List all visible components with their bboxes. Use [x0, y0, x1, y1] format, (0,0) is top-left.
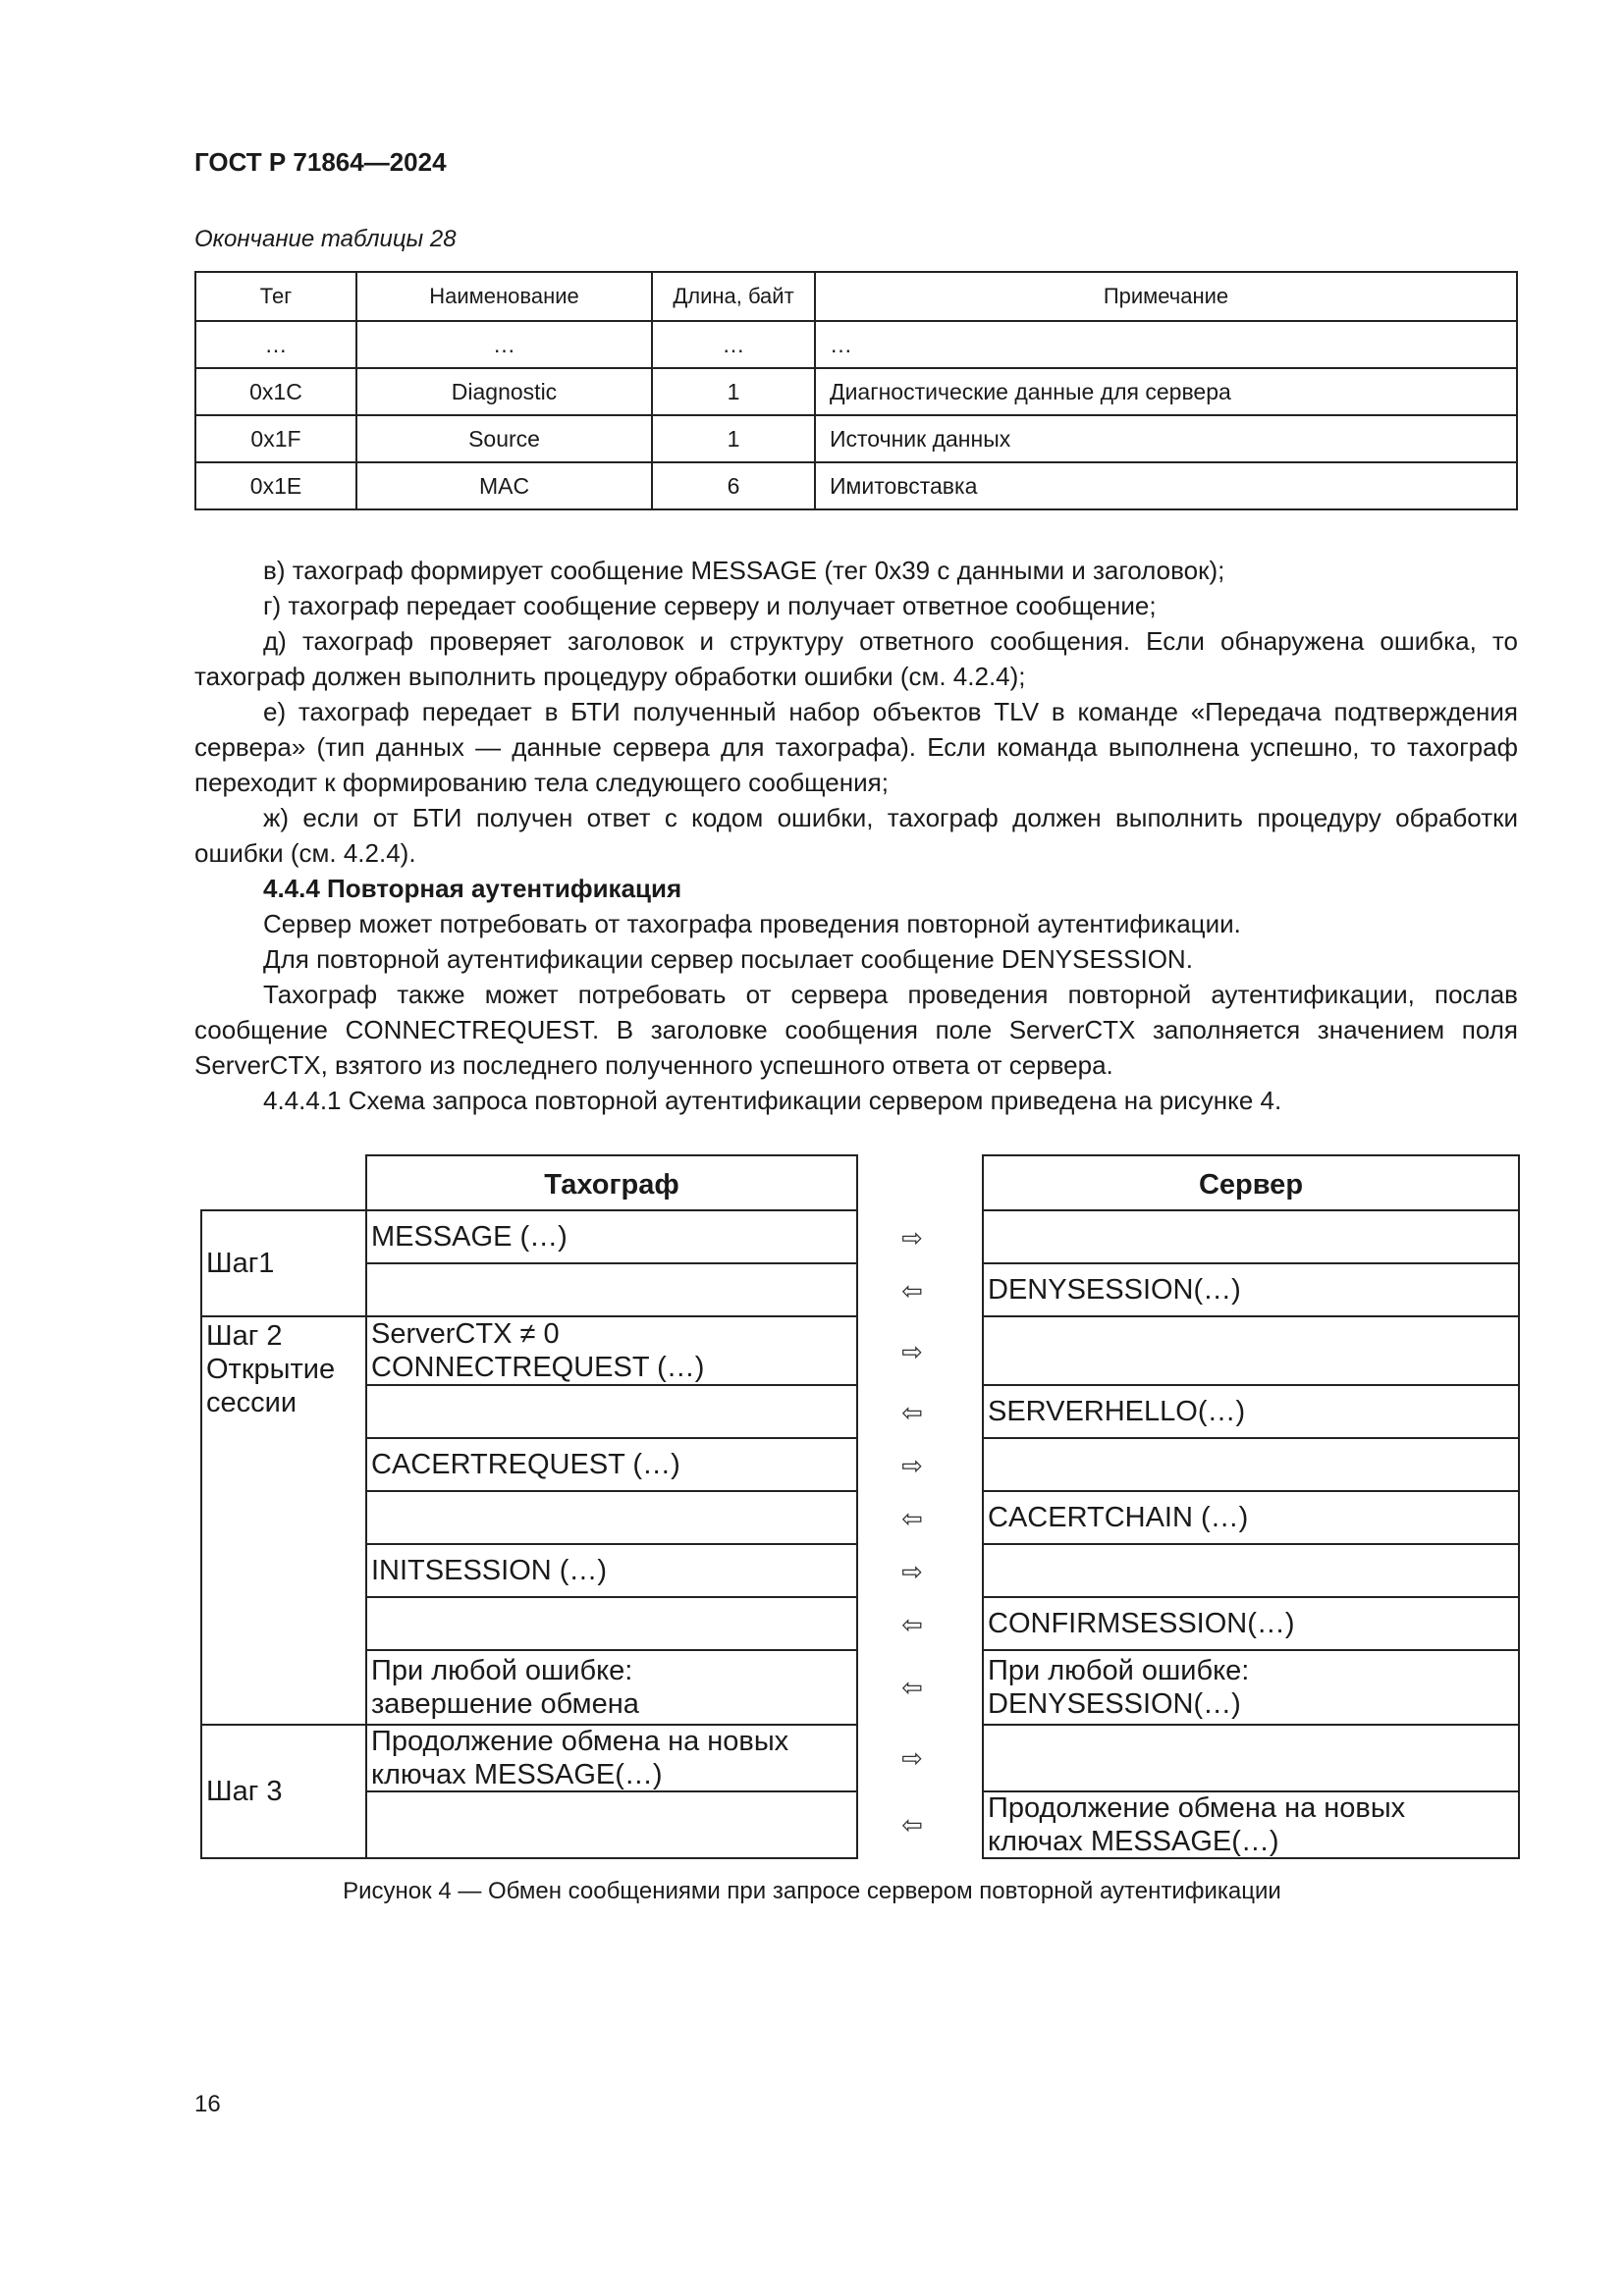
- server-column-header: Сервер: [982, 1154, 1520, 1211]
- document-header: ГОСТ Р 71864—2024: [194, 147, 447, 177]
- arrow-left-icon: ⇦: [901, 1398, 923, 1427]
- section-heading: 4.4.4 Повторная аутентификация: [263, 874, 682, 903]
- body-text: [194, 553, 1518, 1118]
- arrow-right-icon: ⇨: [901, 1223, 923, 1253]
- paragraph: Сервер может потребовать от тахографа проведения повторной аутентификации.: [263, 909, 1241, 938]
- server-message-cell: SERVERHELLO(…): [982, 1384, 1520, 1439]
- table-cell: 0x1E: [195, 462, 356, 509]
- arrow-left-icon: ⇦: [901, 1504, 923, 1533]
- paragraph: е) тахограф передает в БТИ полученный набор объектов TLV в команде «Передача подтверждения сервера» (тип данных — данные сервера для тахографа). Если команда выполнена успешно, то тахограф переходит к формированию тела следующего сообщения;: [194, 697, 1518, 797]
- table-cell: Источник данных: [815, 415, 1517, 462]
- table-cell: …: [652, 321, 815, 368]
- server-message-cell: При любой ошибке: DENYSESSION(…): [982, 1649, 1520, 1726]
- column-header: Примечание: [815, 272, 1517, 321]
- step-2-label: Шаг 2 Открытие сессии: [200, 1315, 367, 1726]
- table-row: [195, 321, 1517, 368]
- table-cell: 1: [652, 415, 815, 462]
- step-3-label: Шаг 3: [200, 1724, 367, 1859]
- tachograph-message-cell: INITSESSION (…): [365, 1543, 858, 1598]
- arrow-right-icon: ⇨: [901, 1337, 923, 1366]
- server-message-cell: CACERTCHAIN (…): [982, 1490, 1520, 1545]
- tachograph-message-cell: CACERTREQUEST (…): [365, 1437, 858, 1492]
- table-cell: MAC: [356, 462, 652, 509]
- server-message-cell: [982, 1543, 1520, 1598]
- server-message-cell: CONFIRMSESSION(…): [982, 1596, 1520, 1651]
- table-cell: Имитовставка: [815, 462, 1517, 509]
- table-cell: 1: [652, 368, 815, 415]
- server-message-cell: [982, 1724, 1520, 1792]
- table-cell: Диагностические данные для сервера: [815, 368, 1517, 415]
- figure-caption: Рисунок 4 — Обмен сообщениями при запросе сервером повторной аутентификации: [343, 1878, 1281, 1904]
- paragraph: г) тахограф передает сообщение серверу и получает ответное сообщение;: [263, 591, 1157, 620]
- paragraph: ж) если от БТИ получен ответ с кодом ошибки, тахограф должен выполнить процедуру обработки ошибки (см. 4.2.4).: [194, 803, 1518, 868]
- arrow-right-icon: ⇨: [901, 1743, 923, 1773]
- paragraph: Для повторной аутентификации сервер посылает сообщение DENYSESSION.: [263, 944, 1193, 974]
- tachograph-message-cell: [365, 1262, 858, 1317]
- table-cell: 0x1F: [195, 415, 356, 462]
- page-number: 16: [194, 2091, 221, 2117]
- figure-4-message-exchange: [200, 1154, 1520, 1859]
- tachograph-message-cell: [365, 1490, 858, 1545]
- table-28: [194, 271, 1518, 510]
- table-row: [195, 368, 1517, 415]
- tachograph-message-cell: При любой ошибке: завершение обмена: [365, 1649, 858, 1726]
- server-message-cell: [982, 1315, 1520, 1386]
- table-header-row: [195, 272, 1517, 321]
- table-cell: …: [356, 321, 652, 368]
- tachograph-message-cell: Продолжение обмена на новых ключах MESSAGE(…): [365, 1724, 858, 1792]
- table-cell: Diagnostic: [356, 368, 652, 415]
- column-header: Тег: [195, 272, 356, 321]
- arrow-left-icon: ⇦: [901, 1276, 923, 1306]
- table-cell: 0x1C: [195, 368, 356, 415]
- server-message-cell: [982, 1209, 1520, 1264]
- table-caption: Окончание таблицы 28: [194, 226, 457, 252]
- paragraph: 4.4.4.1 Схема запроса повторной аутентификации сервером приведена на рисунке 4.: [263, 1086, 1282, 1115]
- arrow-left-icon: ⇦: [901, 1810, 923, 1840]
- server-message-cell: [982, 1437, 1520, 1492]
- table-row: [195, 462, 1517, 509]
- tachograph-message-cell: [365, 1384, 858, 1439]
- paragraph: д) тахограф проверяет заголовок и структуру ответного сообщения. Если обнаружена ошибка, то тахограф должен выполнить процедуру обработки ошибки (см. 4.2.4);: [194, 626, 1518, 691]
- tachograph-column-header: Тахограф: [365, 1154, 858, 1211]
- tachograph-message-cell: MESSAGE (…): [365, 1209, 858, 1264]
- tachograph-message-cell: [365, 1790, 858, 1859]
- table-cell: Source: [356, 415, 652, 462]
- tachograph-message-cell: [365, 1596, 858, 1651]
- arrow-left-icon: ⇦: [901, 1673, 923, 1702]
- server-message-cell: DENYSESSION(…): [982, 1262, 1520, 1317]
- arrow-left-icon: ⇦: [901, 1610, 923, 1639]
- server-message-cell: Продолжение обмена на новых ключах MESSAGE(…): [982, 1790, 1520, 1859]
- table-row: [195, 415, 1517, 462]
- arrow-right-icon: ⇨: [901, 1557, 923, 1586]
- paragraph: Тахограф также может потребовать от сервера проведения повторной аутентификации, послав сообщение CONNECTREQUEST. В заголовке сообщения поле ServerCTX заполняется значением поля ServerCTX, взятого из последнего полученного успешного ответа от сервера.: [194, 980, 1518, 1080]
- column-header: Длина, байт: [652, 272, 815, 321]
- tachograph-message-cell: ServerCTX ≠ 0 CONNECTREQUEST (…): [365, 1315, 858, 1386]
- arrow-right-icon: ⇨: [901, 1451, 923, 1480]
- column-header: Наименование: [356, 272, 652, 321]
- table-cell: 6: [652, 462, 815, 509]
- table-cell: …: [195, 321, 356, 368]
- step-1-label: Шаг1: [200, 1209, 367, 1317]
- paragraph: в) тахограф формирует сообщение MESSAGE (тег 0x39 с данными и заголовок);: [263, 556, 1225, 585]
- table-cell: …: [815, 321, 1517, 368]
